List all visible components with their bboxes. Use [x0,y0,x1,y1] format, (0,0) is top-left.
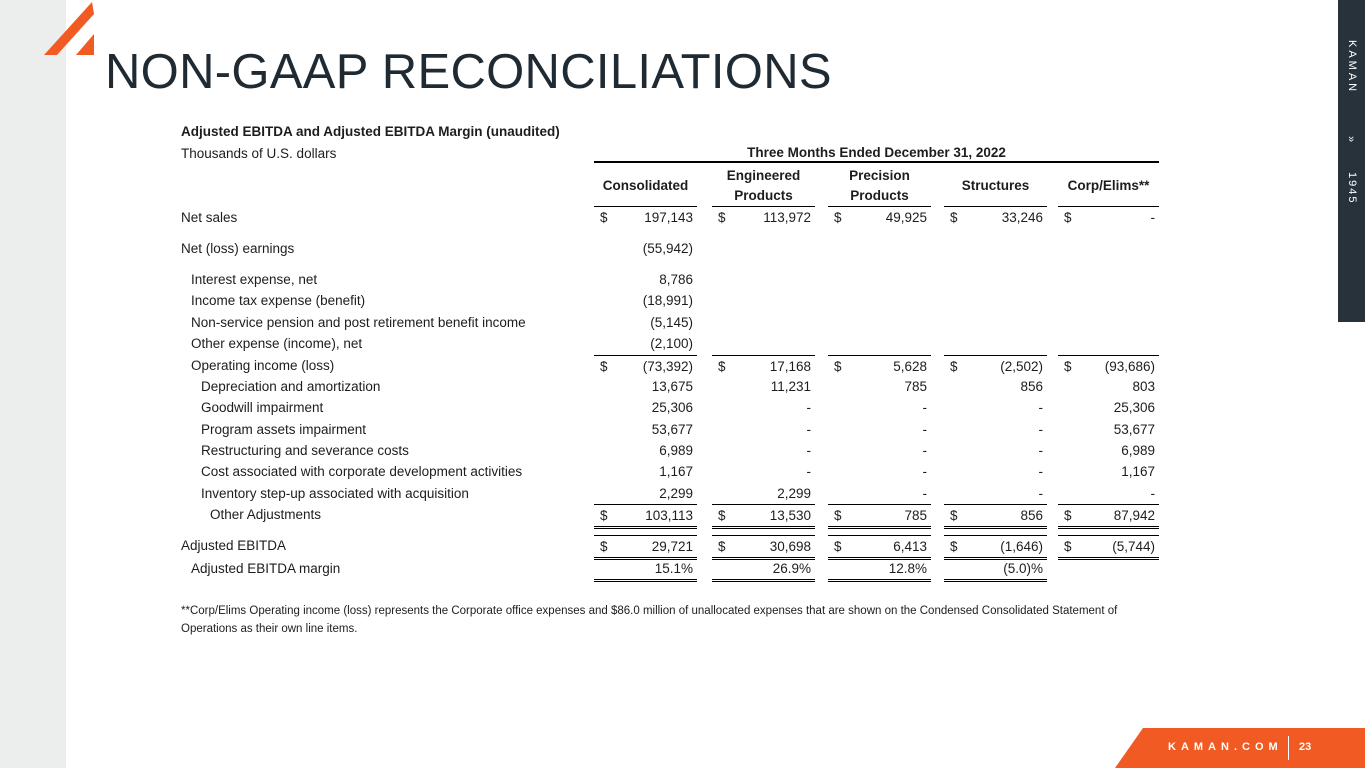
column-header-precision [828,166,931,207]
cell-value: 785 [904,508,927,523]
cell-value: - [1038,464,1043,479]
cell-value: - [922,400,927,415]
table-cell [1058,504,1159,529]
currency-symbol: $ [600,539,608,554]
table-cell [944,419,1047,440]
table-cell [1058,269,1159,290]
cell-value: (5,145) [650,315,693,330]
table-cell [828,269,931,290]
cell-value: - [922,486,927,501]
cell-value: 6,413 [893,539,927,554]
table-cell [944,355,1047,377]
table-cell [594,419,697,440]
table-cell [594,397,697,418]
column-header-engineered [712,166,815,207]
currency-symbol: $ [950,508,958,523]
table-row-inventory-step-up-associated-with-acquisition [176,483,1166,504]
cell-value: - [922,422,927,437]
currency-symbol: $ [834,539,842,554]
footer-site-link[interactable]: KAMAN.COM [1168,741,1283,753]
cell-value: 53,677 [1113,422,1155,437]
row-label: Income tax expense (benefit) [191,293,366,308]
currency-symbol: $ [1064,359,1072,374]
table-cell [1058,535,1159,560]
table-cell [594,269,697,290]
table-cell [828,207,931,228]
table-cell [828,483,931,504]
table-row-depreciation-and-amortization [176,376,1166,397]
cell-value: 25,306 [1113,400,1155,415]
table-row-non-service-pension-and-post-retirement-benefit-income [176,312,1166,333]
table-cell [944,333,1047,354]
cell-value: (2,100) [650,336,693,351]
row-label: Restructuring and severance costs [201,443,409,458]
cell-value: - [806,400,811,415]
table-cell [712,207,815,228]
table-row-income-tax-expense-benefit [176,290,1166,311]
table-cell [828,397,931,418]
row-label: Program assets impairment [201,422,367,437]
cell-value: 13,675 [651,379,693,394]
table-cell [712,290,815,311]
cell-value: - [1038,486,1043,501]
cell-value: (1,646) [1000,539,1043,554]
cell-value: 1,167 [1121,464,1155,479]
cell-value: 113,972 [763,210,811,225]
cell-value: 2,299 [659,486,693,501]
cell-value: 87,942 [1113,508,1155,523]
table-cell [712,238,815,259]
cell-value: - [1038,422,1043,437]
cell-value: 30,698 [769,539,811,554]
table-cell [712,376,815,397]
table-cell [944,558,1047,582]
table-cell [828,290,931,311]
cell-value: 33,246 [1001,210,1043,225]
table-cell [712,312,815,333]
cell-value: (2,502) [1000,359,1043,374]
table-row-goodwill-impairment [176,397,1166,418]
table-cell [594,333,697,354]
table-cell [828,558,931,582]
cell-value: - [806,422,811,437]
page-number: 23 [1299,741,1312,753]
table-cell [1058,461,1159,482]
table-row-program-assets-impairment [176,419,1166,440]
table-cell [594,238,697,259]
cell-value: 803 [1132,379,1155,394]
table-row-net-sales [176,207,1166,228]
table-cell [944,504,1047,529]
row-label: Net sales [181,210,238,225]
row-label: Other expense (income), net [191,336,363,351]
table-cell [1058,376,1159,397]
currency-symbol: $ [600,210,608,225]
table-row-other-expense-income-net [176,333,1166,354]
currency-symbol: $ [1064,508,1072,523]
table-cell [712,269,815,290]
cell-value: (55,942) [642,241,693,256]
table-cell [944,483,1047,504]
column-header-consolidated [594,166,697,207]
cell-value: 49,925 [885,210,927,225]
currency-symbol: $ [834,359,842,374]
table-cell [594,535,697,560]
table-row-adjusted-ebitda [176,535,1166,556]
table-cell [944,376,1047,397]
table-cell [1058,483,1159,504]
page-title: NON-GAAP RECONCILIATIONS [105,45,832,99]
table-cell [712,461,815,482]
cell-value: 53,677 [651,422,693,437]
column-header-line: Consolidated [602,178,689,193]
table-cell [1058,290,1159,311]
table-cell [828,376,931,397]
row-label: Adjusted EBITDA [181,538,287,553]
table-cell [594,290,697,311]
table-row-adjusted-ebitda-margin [176,558,1166,579]
left-margin-band [0,0,66,768]
cell-value: 6,989 [659,443,693,458]
table-cell [594,558,697,582]
currency-symbol: $ [718,508,726,523]
table-cell [944,269,1047,290]
table-cell [828,461,931,482]
cell-value: 15.1% [654,561,693,576]
sidebar-brand-name: KAMAN [1346,40,1358,95]
table-cell [594,355,697,377]
table-cell [944,535,1047,560]
row-label: Adjusted EBITDA margin [191,561,341,576]
cell-value: 26.9% [772,561,811,576]
cell-value: (5,744) [1112,539,1155,554]
currency-symbol: $ [950,210,958,225]
table-cell [594,312,697,333]
cell-value: 6,989 [1121,443,1155,458]
table-cell [828,355,931,377]
table-subtitle: Thousands of U.S. dollars [181,146,337,161]
cell-value: 11,231 [770,379,811,394]
table-cell [944,312,1047,333]
table-cell [944,290,1047,311]
table-cell [1058,312,1159,333]
table-cell [712,333,815,354]
column-header-corp-elims [1058,166,1159,207]
column-header-line: Structures [961,178,1030,193]
column-header-line: Corp/Elims** [1067,178,1150,193]
column-header-line: Products [850,188,909,203]
table-cell [1058,440,1159,461]
cell-value: (18,991) [642,293,693,308]
table-cell [944,207,1047,228]
column-header-structures [944,166,1047,207]
cell-value: (73,392) [642,359,693,374]
row-label: Depreciation and amortization [201,379,381,394]
row-label: Inventory step-up associated with acquisition [201,486,469,501]
table-cell [712,535,815,560]
row-label: Non-service pension and post retirement benefit income [191,315,526,330]
table-cell [828,440,931,461]
table-cell [712,483,815,504]
cell-value: - [806,443,811,458]
table-cell [828,238,931,259]
currency-symbol: $ [1064,539,1072,554]
row-label: Net (loss) earnings [181,241,295,256]
currency-symbol: $ [834,508,842,523]
table-title: Adjusted EBITDA and Adjusted EBITDA Margin (unaudited) [181,124,560,139]
table-cell [1058,558,1159,579]
column-header-line: Products [734,188,793,203]
table-cell [828,535,931,560]
table-row-operating-income-loss [176,355,1166,376]
table-cell [1058,397,1159,418]
row-label: Goodwill impairment [201,400,324,415]
cell-value: 785 [904,379,927,394]
currency-symbol: $ [834,210,842,225]
cell-value: 8,786 [659,272,693,287]
table-cell [1058,238,1159,259]
table-cell [944,238,1047,259]
table-cell [1058,419,1159,440]
cell-value: - [806,464,811,479]
cell-value: 17,168 [769,359,811,374]
period-header: Three Months Ended December 31, 2022 [594,145,1159,163]
cell-value: - [1038,443,1043,458]
currency-symbol: $ [950,359,958,374]
table-cell [712,419,815,440]
table-cell [712,355,815,377]
table-cell [828,312,931,333]
table-cell [712,397,815,418]
table-cell [828,333,931,354]
table-cell [944,461,1047,482]
table-cell [1058,355,1159,377]
column-header-line: Precision [849,168,910,183]
sidebar-chevrons-icon: » [1345,136,1357,143]
table-row-net-loss-earnings [176,238,1166,259]
cell-value: 25,306 [651,400,693,415]
cell-value: 856 [1020,508,1043,523]
footnote: **Corp/Elims Operating income (loss) represents the Corporate office expenses and $86.0 million of unallocated expenses that are shown on the Condensed Consolidated Statement of Operations as their own line items. [181,605,1118,635]
cell-value: - [1038,400,1043,415]
currency-symbol: $ [950,539,958,554]
cell-value: 1,167 [659,464,693,479]
table-cell [594,483,697,504]
table-cell [594,504,697,529]
table-row-cost-associated-with-corporate-development-activities [176,461,1166,482]
table-row-restructuring-and-severance-costs [176,440,1166,461]
column-header-line: Engineered [726,168,801,183]
cell-value: - [922,443,927,458]
table-cell [594,461,697,482]
cell-value: (5.0)% [1003,561,1043,576]
row-label: Interest expense, net [191,272,318,287]
table-cell [828,419,931,440]
row-label: Operating income (loss) [191,358,335,373]
table-cell [1058,207,1159,228]
table-cell [712,558,815,582]
cell-value: (93,686) [1104,359,1155,374]
table-cell [594,376,697,397]
cell-value: 197,143 [644,210,693,225]
cell-value: 856 [1020,379,1043,394]
cell-value: - [1150,486,1155,501]
currency-symbol: $ [718,210,726,225]
currency-symbol: $ [600,359,608,374]
table-cell [944,440,1047,461]
cell-value: 5,628 [893,359,927,374]
kaman-logo-mark-icon [40,0,100,60]
sidebar-year: 1945 [1346,172,1358,205]
currency-symbol: $ [718,539,726,554]
table-row-other-adjustments [176,504,1166,525]
row-label: Cost associated with corporate development activities [201,464,523,479]
currency-symbol: $ [718,359,726,374]
row-label: Other Adjustments [210,507,322,522]
brand-sidebar [1338,0,1365,322]
table-cell [828,504,931,529]
currency-symbol: $ [1064,210,1072,225]
table-cell [594,207,697,228]
cell-value: 13,530 [769,508,811,523]
cell-value: 2,299 [777,486,811,501]
table-cell [594,440,697,461]
cell-value: 103,113 [645,508,693,523]
table-cell [944,397,1047,418]
cell-value: - [1150,210,1155,225]
table-cell [712,504,815,529]
table-cell [712,440,815,461]
table-cell [1058,333,1159,354]
cell-value: 29,721 [651,539,693,554]
table-row-interest-expense-net [176,269,1166,290]
footer-divider [1288,736,1289,760]
cell-value: - [922,464,927,479]
currency-symbol: $ [600,508,608,523]
cell-value: 12.8% [888,561,927,576]
